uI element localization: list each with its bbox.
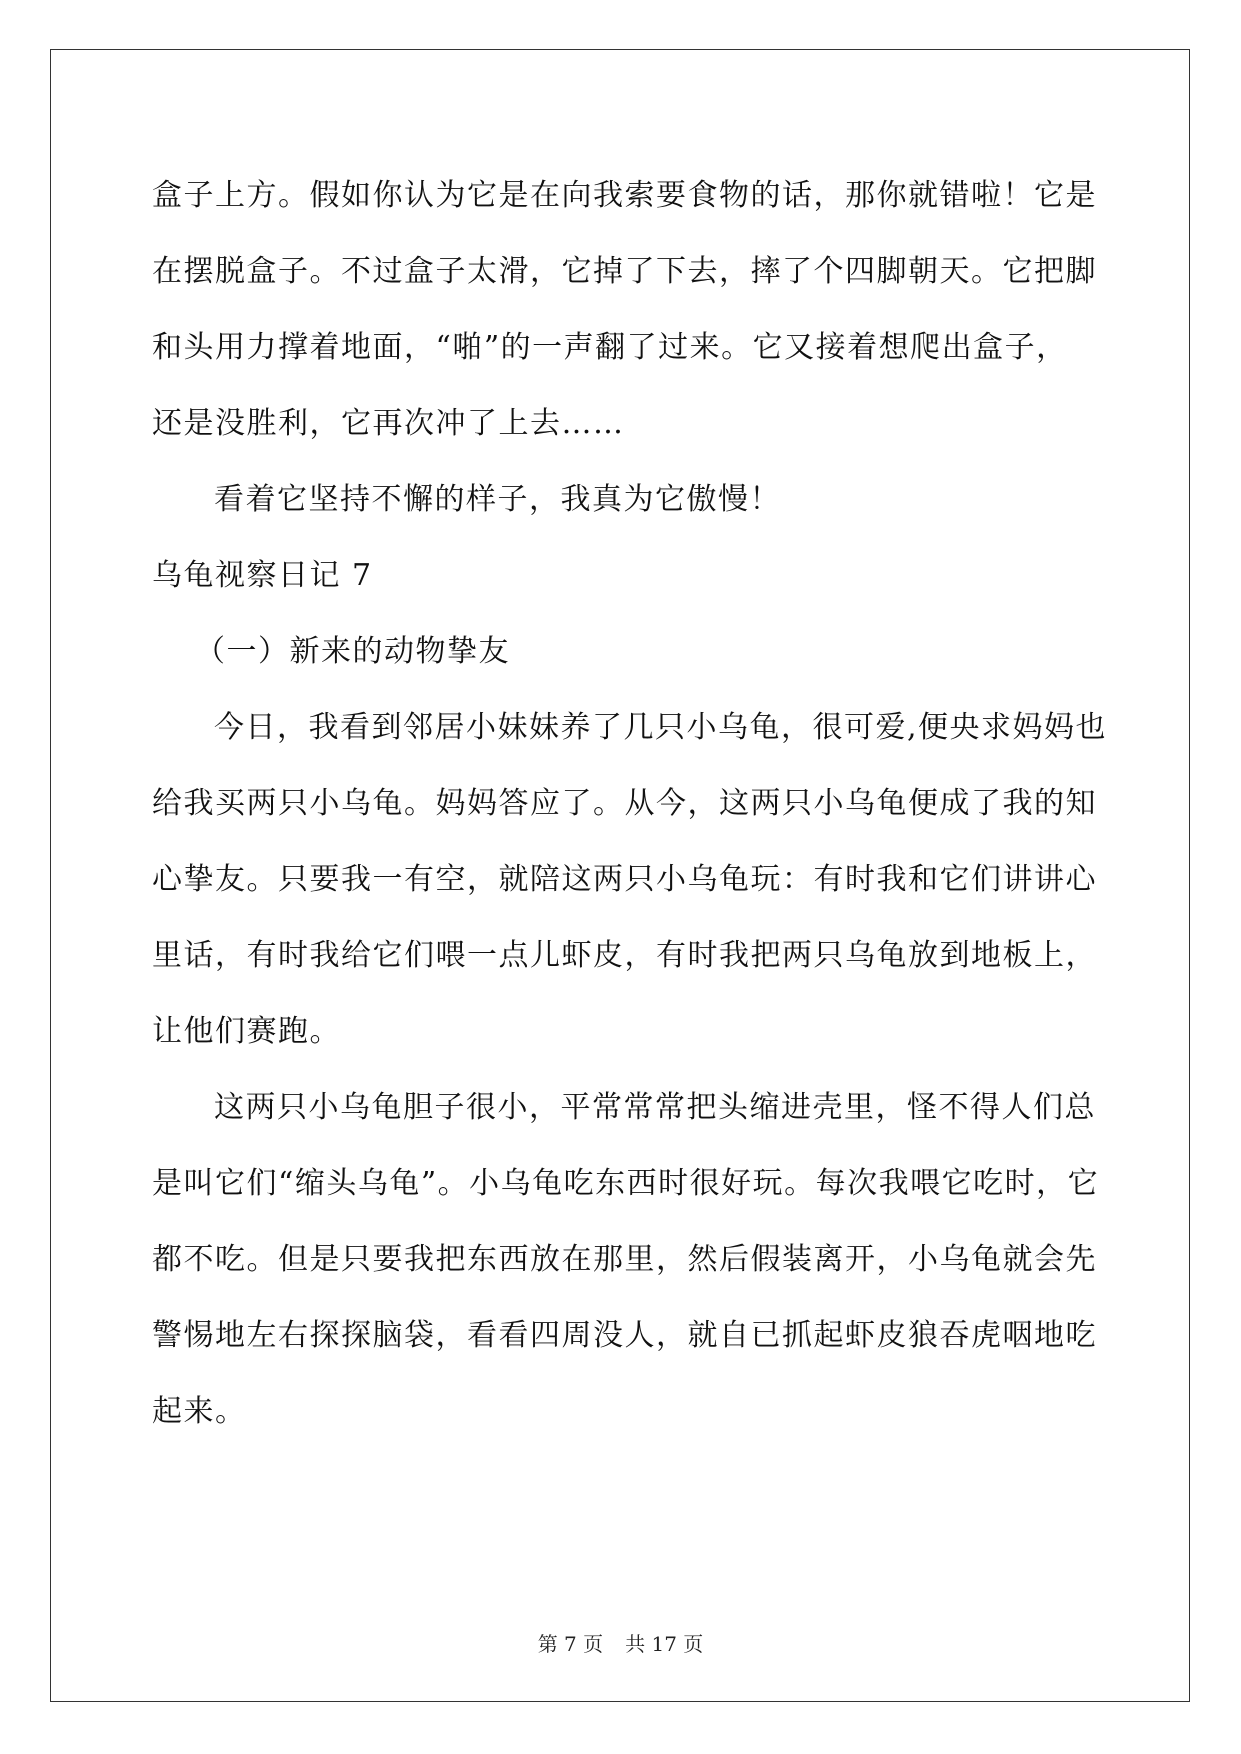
paragraph-line: 这两只小乌龟胆子很小，平常常常把头缩进壳里，怪不得人们总 — [214, 1090, 1096, 1125]
paragraph-line: 给我买两只小乌龟。妈妈答应了。从今，这两只小乌龟便成了我的知 — [152, 786, 1097, 821]
paragraph-line: 盒子上方。假如你认为它是在向我索要食物的话，那你就错啦！它是 — [152, 178, 1097, 213]
paragraph-line: 都不吃。但是只要我把东西放在那里，然后假装离开，小乌龟就会先 — [152, 1242, 1097, 1277]
paragraph-line: 还是没胜利，它再次冲了上去…… — [152, 406, 625, 441]
page-footer — [0, 1632, 1241, 1656]
document-body — [152, 158, 1108, 1450]
paragraph-line: 里话，有时我给它们喂一点儿虾皮，有时我把两只乌龟放到地板上， — [152, 938, 1097, 973]
paragraph-line: 心挚友。只要我一有空，就陪这两只小乌龟玩：有时我和它们讲讲心 — [152, 862, 1097, 897]
total-pages: 共 17 页 — [625, 1632, 704, 1656]
paragraph-line: 今日，我看到邻居小妹妹养了几只小乌龟，很可爱,便央求妈妈也 — [214, 710, 1108, 745]
subsection-title: （一）新来的动物挚友 — [195, 634, 510, 669]
section-title: 乌龟视察日记 7 — [152, 558, 373, 593]
paragraph-line: 和头用力撑着地面，“啪”的一声翻了过来。它又接着想爬出盒子， — [152, 330, 1068, 365]
paragraph-line: 看着它坚持不懈的样子，我真为它傲慢！ — [214, 482, 781, 517]
paragraph-line: 让他们赛跑。 — [152, 1014, 341, 1049]
page-number: 第 7 页 — [537, 1632, 604, 1656]
paragraph-line: 在摆脱盒子。不过盒子太滑，它掉了下去，摔了个四脚朝天。它把脚 — [152, 254, 1097, 289]
paragraph-line: 起来。 — [152, 1394, 247, 1429]
paragraph-line: 是叫它们“缩头乌龟”。小乌龟吃东西时很好玩。每次我喂它吃时，它 — [152, 1166, 1100, 1201]
paragraph-line: 警惕地左右探探脑袋，看看四周没人，就自已抓起虾皮狼吞虎咽地吃 — [152, 1318, 1097, 1353]
